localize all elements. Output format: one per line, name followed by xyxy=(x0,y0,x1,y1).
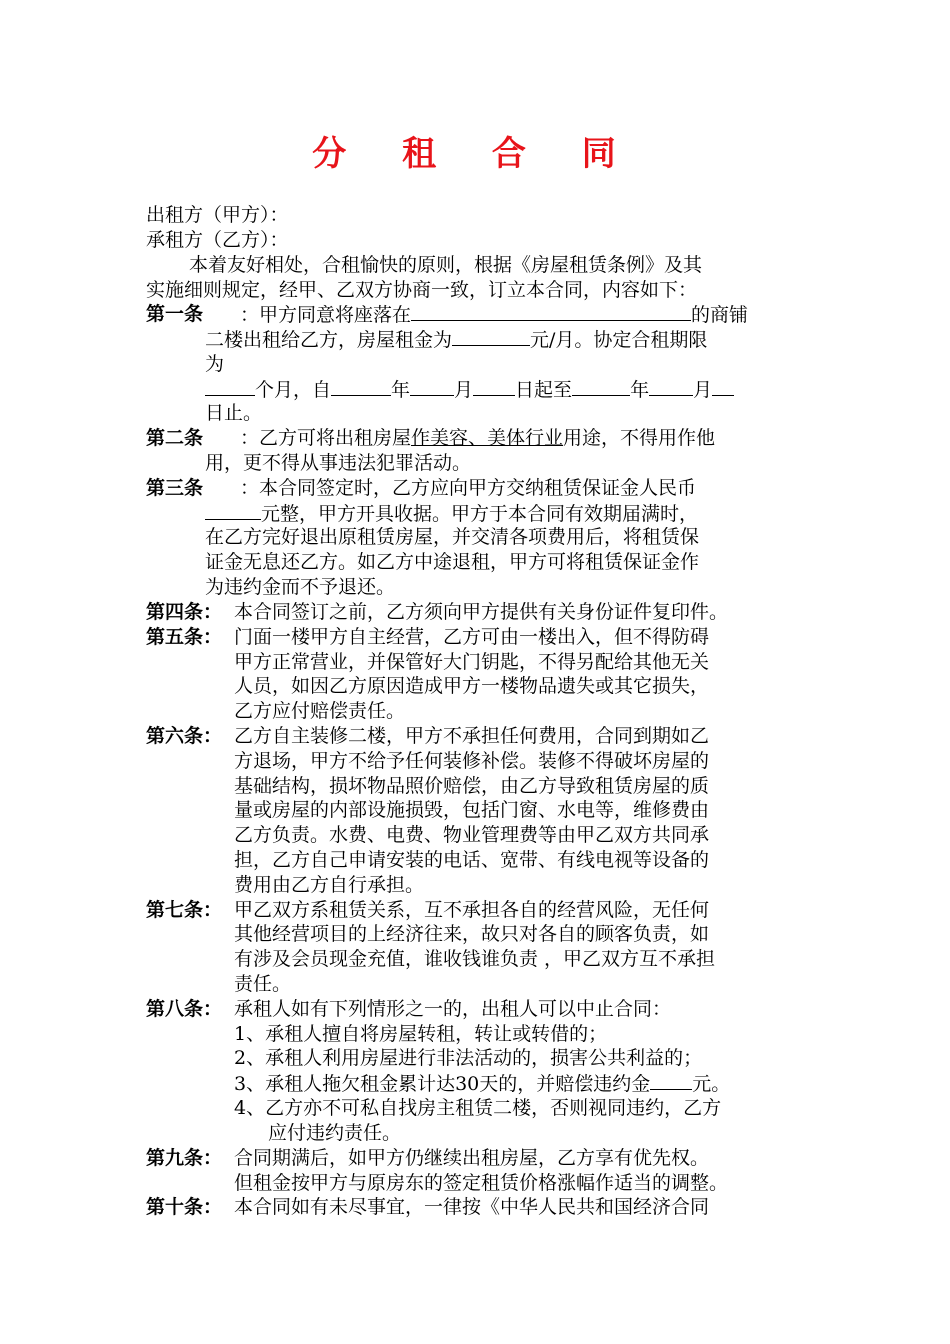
article-6-line: 量或房屋的内部设施损毁，包括门窗、水电等，维修费由 xyxy=(234,799,710,821)
article-7-line: 责任。 xyxy=(234,973,292,995)
article-9-line-1: 合同期满后，如甲方仍继续出租房屋，乙方享有优先权。 xyxy=(234,1147,710,1169)
start-year-blank[interactable] xyxy=(331,377,391,396)
article-1-text: 年 xyxy=(391,379,411,401)
article-8-item-1: 1、承租人擅自将房屋转租，转让或转借的； xyxy=(234,1023,608,1045)
intro-line-2: 实施细则规定，经甲、乙双方协商一致，订立本合同，内容如下： xyxy=(146,279,698,301)
article-8-intro: 承租人如有下列情形之一的，出租人可以中止合同： xyxy=(234,998,672,1020)
start-month-blank[interactable] xyxy=(410,377,454,396)
article-1-text: 个月，自 xyxy=(255,379,332,401)
usage-underlined: 作美容、美体行业 xyxy=(411,427,564,449)
article-3-line-1: ：本合同签定时，乙方应向甲方交纳租赁保证金人民币 xyxy=(240,477,697,499)
article-6-line: 担，乙方自己申请安装的电话、宽带、有线电视等设备的 xyxy=(234,849,710,871)
article-1-line-5: 日止。 xyxy=(205,402,263,424)
article-1-text: 元/月。协定合租期限 xyxy=(530,329,708,351)
article-1-text: 的商铺 xyxy=(691,304,749,326)
end-year-blank[interactable] xyxy=(572,377,630,396)
article-10-line-1: 本合同如有未尽事宜，一律按《中华人民共和国经济合同 xyxy=(234,1196,710,1218)
article-1-text: 月 xyxy=(693,379,713,401)
rent-blank[interactable] xyxy=(452,327,530,346)
article-1-text: ：甲方同意将座落在 xyxy=(240,304,412,326)
article-1-text: 月 xyxy=(454,379,474,401)
lessee-line: 承租方（乙方）： xyxy=(146,229,289,251)
article-8-text: 3、承租人拖欠租金累计达30天的，并赔偿违约金 xyxy=(234,1073,651,1095)
article-7-line: 其他经营项目的上经济往来，故只对各自的顾客负责，如 xyxy=(234,923,710,945)
article-8-item-3 xyxy=(234,1071,730,1096)
location-blank[interactable] xyxy=(411,302,691,321)
deposit-blank[interactable] xyxy=(205,501,261,520)
article-4-label: 第四条： xyxy=(146,601,223,623)
end-month-blank[interactable] xyxy=(649,377,693,396)
article-3-line-4: 证金无息还乙方。如乙方中途退租，甲方可将租赁保证金作 xyxy=(205,551,700,573)
lessor-line: 出租方（甲方）： xyxy=(146,204,289,226)
article-6-label: 第六条： xyxy=(146,725,223,747)
article-5-line: 甲方正常营业，并保管好大门钥匙，不得另配给其他无关 xyxy=(234,651,710,673)
article-1-line-2 xyxy=(205,327,707,352)
article-9-label: 第九条： xyxy=(146,1147,223,1169)
article-1-text: 二楼出租给乙方，房屋租金为 xyxy=(205,329,453,351)
article-2-line-2: 用，更不得从事违法犯罪活动。 xyxy=(205,452,472,474)
article-4-line-1: 本合同签订之前，乙方须向甲方提供有关身份证件复印件。 xyxy=(234,601,729,623)
article-8-item-4-cont: 应付违约责任。 xyxy=(268,1122,402,1144)
contract-title: 分 租 合 同 xyxy=(312,134,638,174)
article-1-line-1 xyxy=(240,302,748,327)
article-2-label: 第二条 xyxy=(146,427,204,449)
article-10-label: 第十条： xyxy=(146,1196,223,1218)
article-5-line: 门面一楼甲方自主经营，乙方可由一楼出入，但不得防碍 xyxy=(234,626,710,648)
months-blank[interactable] xyxy=(205,377,255,396)
article-8-label: 第八条： xyxy=(146,998,223,1020)
article-2-line-1 xyxy=(240,426,715,450)
article-7-label: 第七条： xyxy=(146,899,223,921)
article-3-line-3: 在乙方完好退出原租赁房屋，并交清各项费用后，将租赁保 xyxy=(205,526,700,548)
penalty-blank[interactable] xyxy=(650,1071,692,1090)
article-1-label: 第一条 xyxy=(146,303,204,325)
intro-line-1: 本着友好相处，合租愉快的原则，根据《房屋租赁条例》及其 xyxy=(189,254,703,276)
article-1-text: 日起至 xyxy=(515,379,573,401)
article-9-line-2: 但租金按甲方与原房东的签定租赁价格涨幅作适当的调整。 xyxy=(234,1172,729,1194)
article-5-line: 乙方应付赔偿责任。 xyxy=(234,700,406,722)
article-7-line: 甲乙双方系租赁关系，互不承担各自的经营风险，无任何 xyxy=(234,899,710,921)
article-7-line: 有涉及会员现金充值，谁收钱谁负责 ，甲乙双方互不承担 xyxy=(234,948,716,970)
start-day-blank[interactable] xyxy=(473,377,515,396)
article-3-line-2 xyxy=(205,501,698,526)
article-1-text: 年 xyxy=(630,379,650,401)
article-2-text: ：乙方可将出租房屋 xyxy=(240,427,412,449)
article-6-line: 乙方自主装修二楼，甲方不承担任何费用，合同到期如乙 xyxy=(234,725,710,747)
article-5-label: 第五条： xyxy=(146,626,223,648)
article-6-line: 费用由乙方自行承担。 xyxy=(234,874,425,896)
article-8-text: 元。 xyxy=(692,1073,731,1095)
article-2-text: 用途，不得用作他 xyxy=(563,427,716,449)
article-1-line-3: 为 xyxy=(205,353,225,375)
article-8-item-4: 4、乙方亦不可私自找房主租赁二楼，否则视同违约，乙方 xyxy=(234,1097,722,1119)
article-6-line: 乙方负责。水费、电费、物业管理费等由甲乙双方共同承 xyxy=(234,824,710,846)
article-3-text: 元整，甲方开具收据。甲方于本合同有效期届满时， xyxy=(261,503,699,525)
article-8-item-2: 2、承租人利用房屋进行非法活动的，损害公共利益的； xyxy=(234,1047,703,1069)
article-5-line: 人员，如因乙方原因造成甲方一楼物品遗失或其它损失， xyxy=(234,675,710,697)
article-1-line-4 xyxy=(205,377,734,402)
article-6-line: 方退场，甲方不给予任何装修补偿。装修不得破坏房屋的 xyxy=(234,750,710,772)
article-6-line: 基础结构，损坏物品照价赔偿，由乙方导致租赁房屋的质 xyxy=(234,775,710,797)
end-day-blank[interactable] xyxy=(712,377,734,396)
article-3-line-5: 为违约金而不予退还。 xyxy=(205,576,396,598)
article-3-label: 第三条 xyxy=(146,477,204,499)
